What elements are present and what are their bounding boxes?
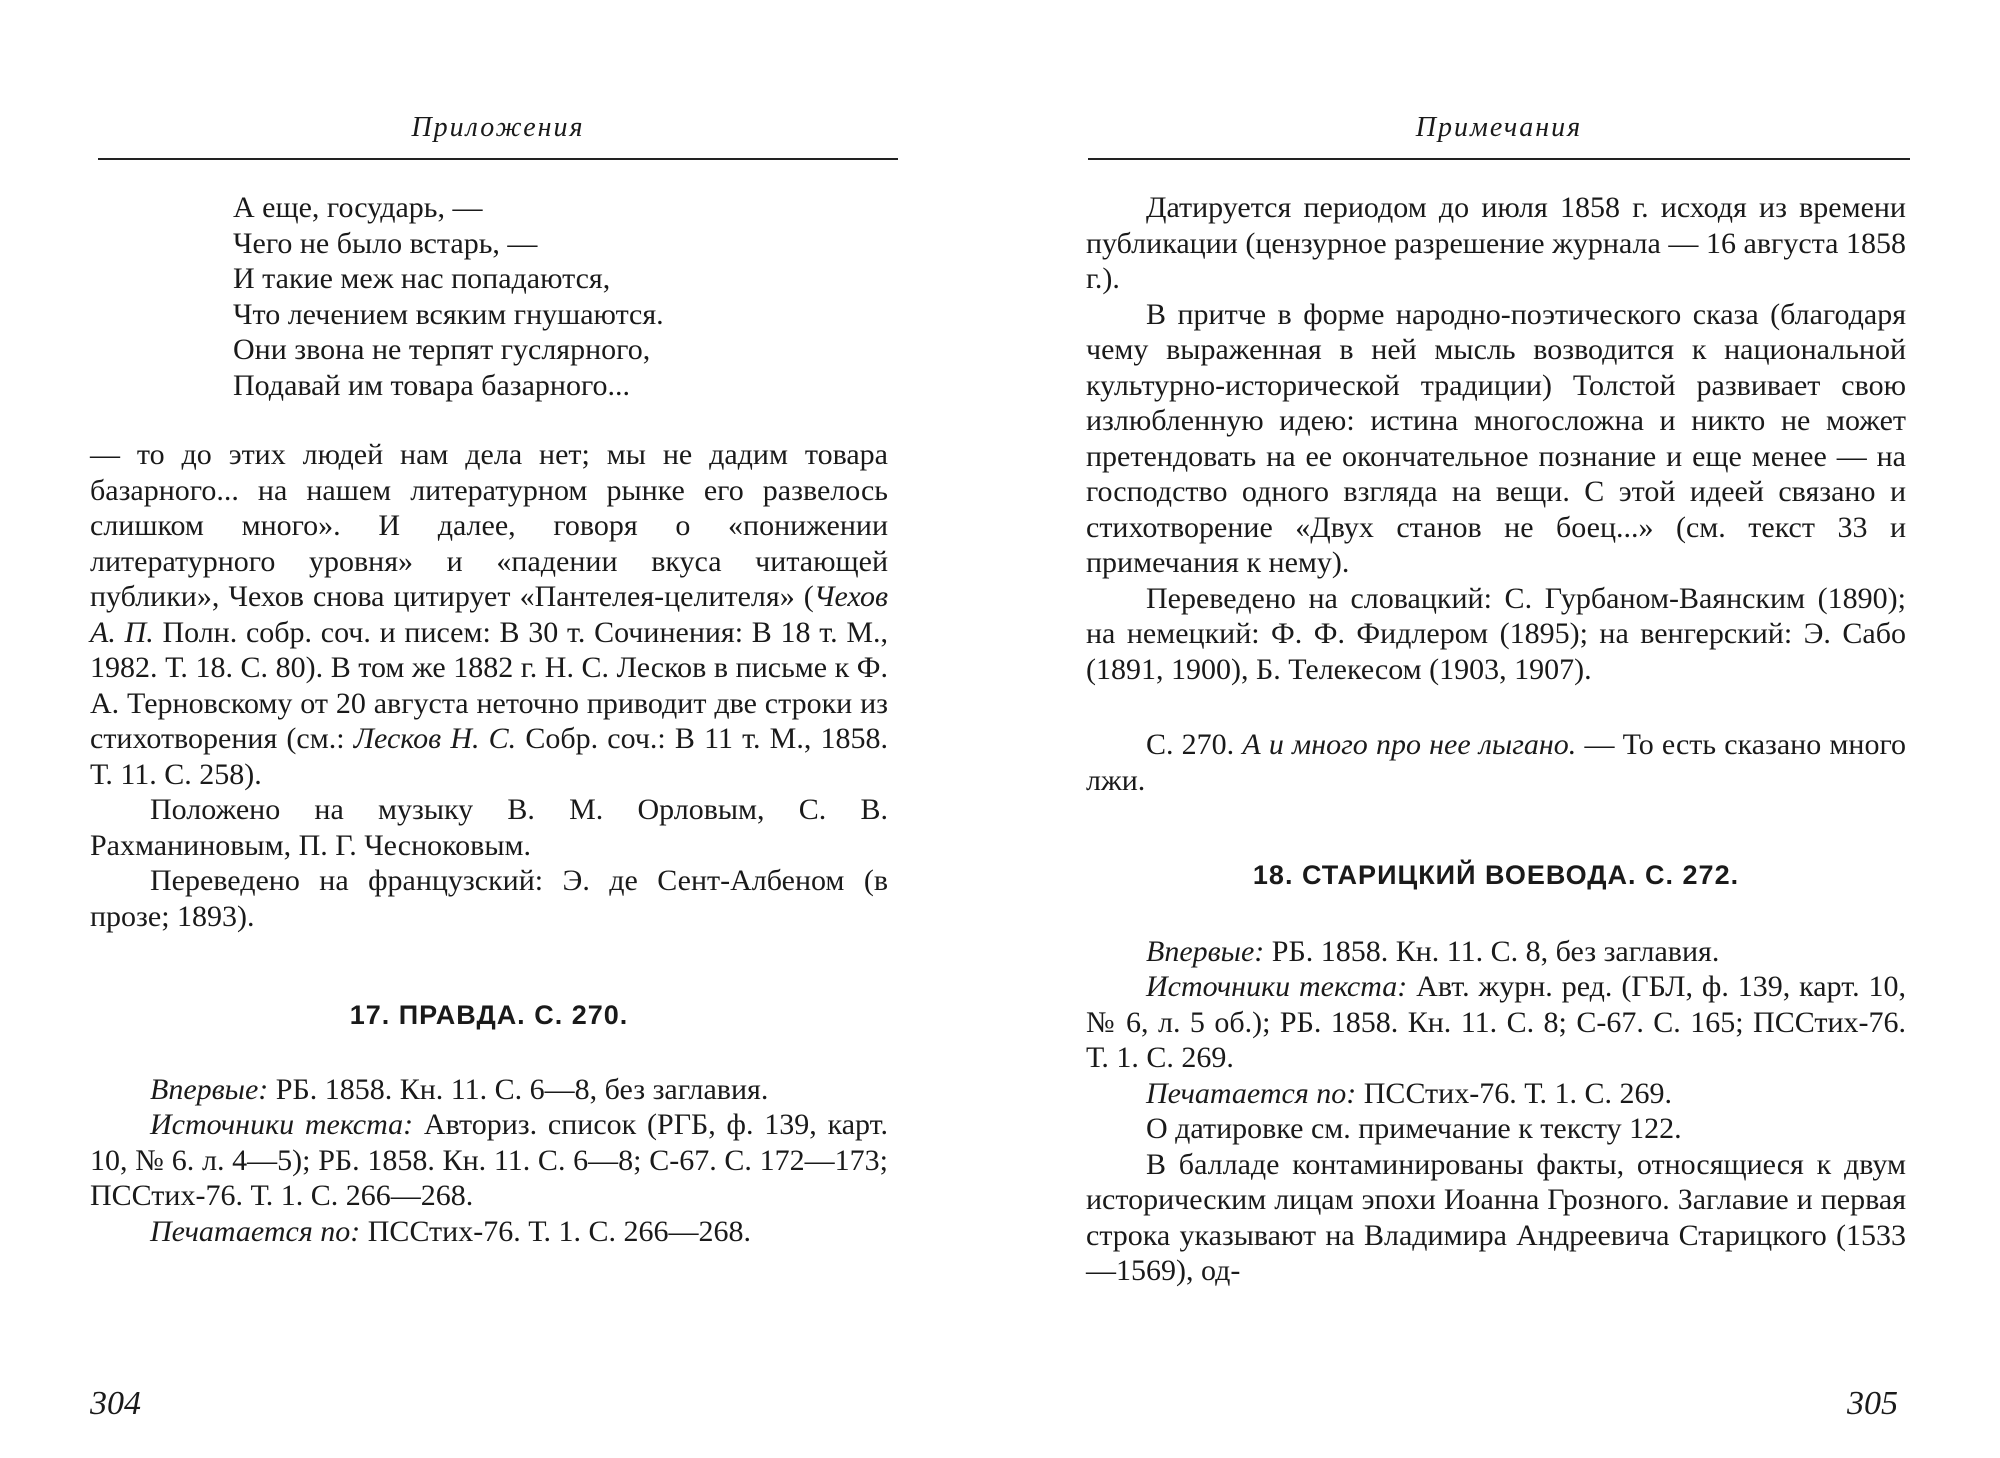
header-rule [1088, 158, 1910, 160]
verse-line: Чего не было встарь, — [233, 226, 538, 260]
translation-note: Переведено на французский: Э. де Сент-Албеном (в прозе; 1893). [90, 864, 888, 933]
first-publication: Впервые: РБ. 1858. Кн. 11. С. 8, без заглавия. [1146, 934, 1720, 968]
verse-line: Подавай им товара базарного... [233, 368, 631, 402]
page-number: 305 [1847, 1385, 1898, 1422]
author-name: Лесков Н. С. [353, 722, 517, 755]
printed-from: Печатается по: ПССтих-76. Т. 1. С. 269. [1146, 1076, 1673, 1110]
dating-reference: О датировке см. примечание к тексту 122. [1146, 1112, 1682, 1145]
verse-quote [233, 190, 888, 403]
first-publication: Впервые: РБ. 1858. Кн. 11. С. 6—8, без заглавия. [150, 1072, 769, 1106]
right-page-content [1086, 190, 1906, 1289]
section-title: 18. СТАРИЦКИЙ ВОЕВОДА. С. 272. [1252, 860, 1740, 890]
verse-line: Они звона не терпят гуслярного, [233, 333, 651, 366]
line-note: С. 270. А и много про нее лыгано. — То есть сказано много лжи. [1086, 728, 1906, 797]
header-rule [98, 158, 898, 160]
left-page-content [90, 190, 888, 1249]
commentary-paragraph: В притче в форме народно-поэтического сказа (благодаря чему выраженная в ней мысль возводится к национальной культурно-исторической традиции) Толстой развивает свою излюбленную идею: истина многосложна и никто не может претендовать на ее окончательное познание и еще менее — на господство одного взгляда на вещи. С этой идеей связано и стихотворение «Двух станов не боец...» (см. текст 33 и примечания к нему). [1086, 297, 1906, 579]
page-number: 304 [90, 1385, 141, 1422]
translation-note: Переведено на словацкий: С. Гурбаном-Ваянским (1890); на немецкий: Ф. Ф. Фидлером (1895); на венгерский: Э. Сабо (1891, 1900), Б. Телекесом (1903, 1907). [1086, 581, 1906, 686]
section-title: 17. ПРАВДА. С. 270. [349, 1000, 629, 1030]
verse-line: Что лечением всяким гнушаются. [233, 297, 664, 331]
text-sources: Источники текста: Авт. журн. ред. (ГБЛ, ф. 139, карт. 10, № 6, л. 5 об.); РБ. 1858. Кн. 11. С. 8; С-67. С. 165; ПССтих-76. Т. 1. С. 269. [1086, 970, 1906, 1074]
commentary-paragraph: — то до этих людей нам дела нет; мы не дадим товара базарного... на нашем литературном рынке его развелось слишком много». И далее, говоря о «понижении литературного уровня» и «падении вкуса читающей публики», Чехов снова цитирует «Пантелея-целителя» (Чехов А. П. Полн. собр. соч. и писем: В 30 т. Сочинения: В 18 т. М., 1982. Т. 18. С. 80). В том же 1882 г. Н. С. Лесков в письме к Ф. А. Терновскому от 20 августа неточно приводит две строки из стихотворения (см.: Лесков Н. С. Собр. соч.: В 11 т. М., 1858. Т. 11. С. 258). [90, 438, 889, 791]
printed-from: Печатается по: ПССтих-76. Т. 1. С. 266—268. [150, 1214, 752, 1248]
music-note: Положено на музыку В. М. Орловым, С. В. Рахманиновым, П. Г. Чесноковым. [90, 793, 888, 862]
dating-paragraph: Датируется периодом до июля 1858 г. исходя из времени публикации (цензурное разрешение журнала — 16 августа 1858 г.). [1086, 191, 1906, 295]
verse-line: И такие меж нас попадаются, [233, 262, 611, 295]
author-name: Чехов А. П. [90, 580, 888, 649]
verse-line: А еще, государь, — [233, 191, 483, 224]
running-head: Примечания [1415, 112, 1583, 143]
right-page [1000, 0, 2000, 1458]
ballad-paragraph: В балладе контаминированы факты, относящиеся к двум историческим лицам эпохи Иоанна Грозного. Заглавие и первая строка указывают на Владимира Андреевича Старицкого (1533—1569), од- [1086, 1147, 1906, 1287]
running-head: Приложения [411, 112, 585, 143]
text-sources: Источники текста: Авториз. список (РГБ, ф. 139, карт. 10, № 6. л. 4—5); РБ. 1858. Кн. 11. С. 6—8; С-67. С. 172—173; ПССтих-76. Т. 1. С. 266—268. [90, 1108, 888, 1212]
